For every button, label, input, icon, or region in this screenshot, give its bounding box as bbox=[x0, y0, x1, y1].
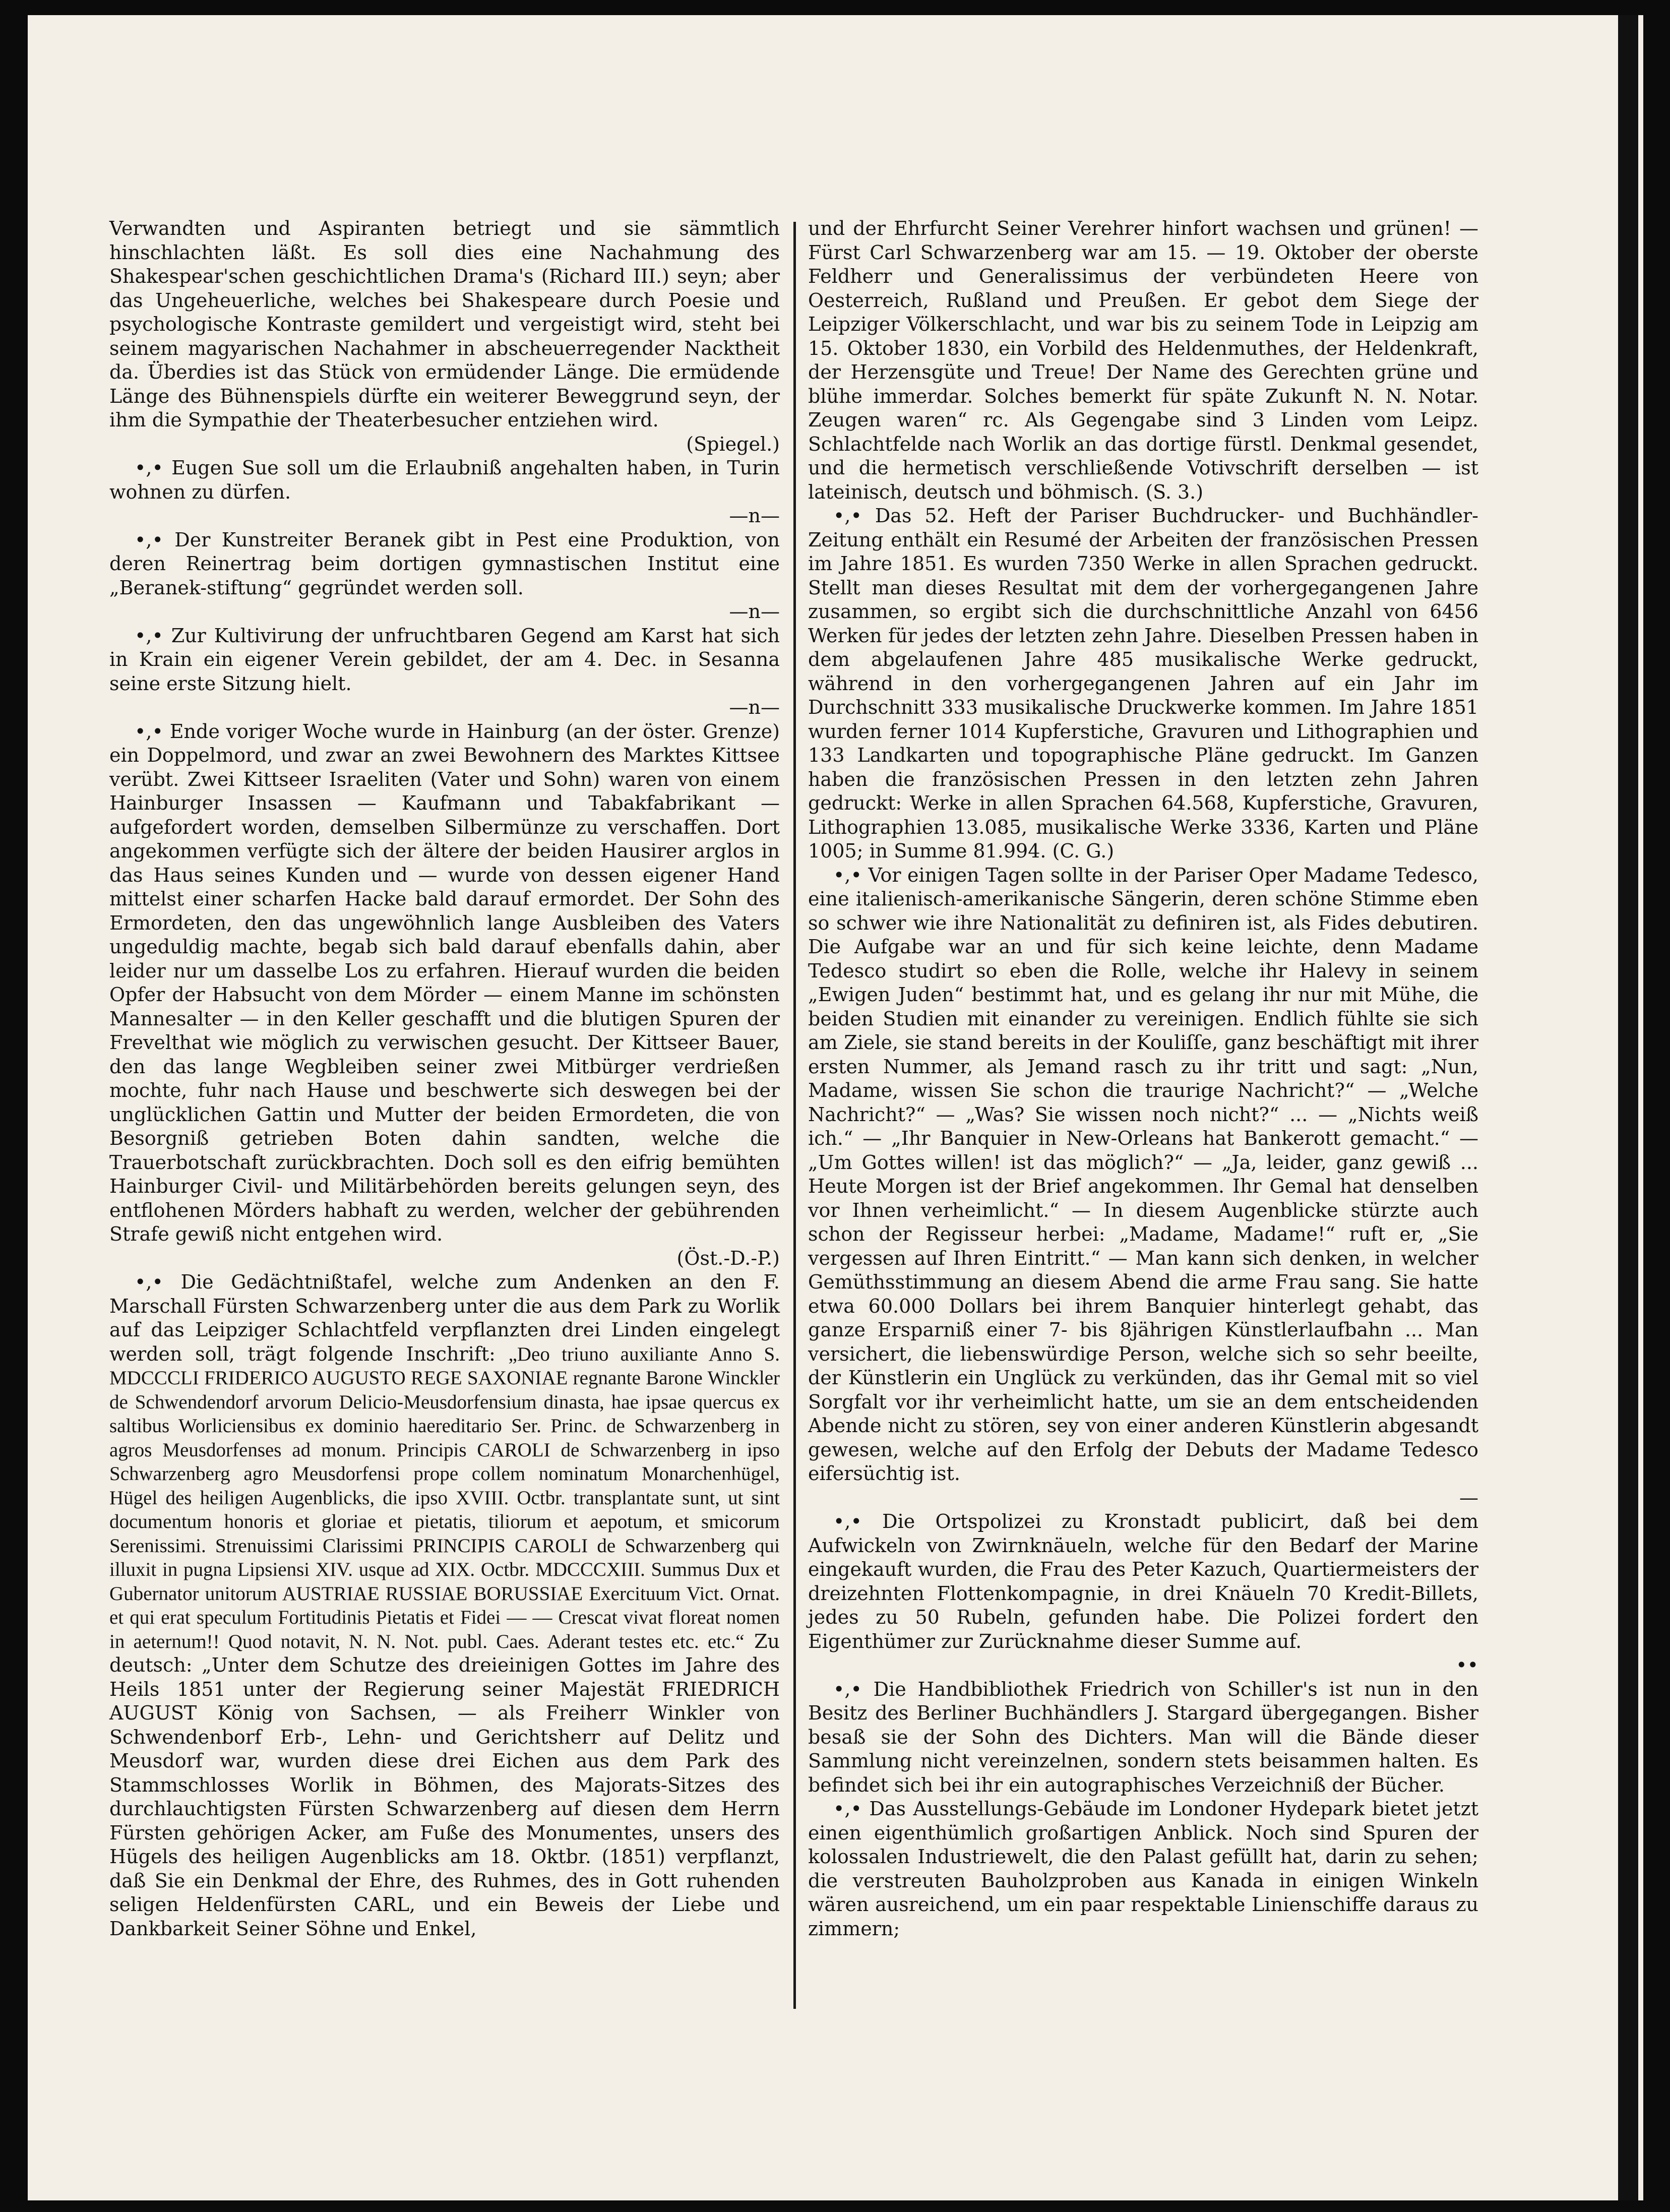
source-note: (S. 3.) bbox=[1145, 480, 1204, 503]
news-item-sue: •,• Eugen Sue soll um die Erlaubniß angehalten haben, in Turin wohnen zu dürfen. —n— bbox=[109, 456, 780, 528]
source-note: (Öst.-D.-P.) bbox=[676, 1247, 780, 1269]
signature: •• bbox=[1456, 1654, 1478, 1676]
news-item-paris-press: •,• Das 52. Heft der Pariser Buchdrucker- und Buchhändler-Zeitung enthält ein Resumé der Arbeiten der französischen Pressen im Jahre 1851. Es wurden 7350 Werke in allen Sprachen gedruckt. Stellt man dieses Resultat mit dem der vorhergegangenen Jahre zusammen, so ergibt sich die durchschnittliche Anzahl von 6456 Werken für jedes der letzten zehn Jahre. Dieselben Pressen haben in dem abgelaufenen Jahre 485 musikalische Werke gedruckt, während in den vorhergegangenen Jahren auf ein Jahr im Durchschnitt 333 musikalische Druckwerke kommen. Im Jahre 1851 wurden ferner 1014 Kupferstiche, Gravuren und Lithographien und 133 Landkarten und topographische Pläne gedruckt. Im Ganzen haben die französischen Pressen in den letzten zehn Jahren gedruckt: Werke in allen Sprachen 64.568, Kupferstiche, Gravuren, Lithographien 13.085, musikalische Werke 3336, Karten und Pläne 1005; in Summe 81.994. (C. G.) bbox=[808, 505, 1478, 862]
item-marker: •,• bbox=[833, 864, 862, 886]
item-marker: •,• bbox=[135, 528, 163, 551]
item-marker: •,• bbox=[135, 1271, 163, 1293]
source-note: (C. G.) bbox=[1052, 840, 1115, 862]
news-item-tedesco: •,• Vor einigen Tagen sollte in der Pariser Oper Madame Tedesco, eine italienisch-amerikanische Sängerin, deren schöne Stimme eben so schwer wie ihre Nationalität zu definiren ist, als Fides debutiren. Die Aufgabe war an und für sich keine leichte, denn Madame Tedesco studirt so eben die Rolle, welche ihr Halevy in seinem „Ewigen Juden“ bestimmt hat, und es gelang ihr nur mit Mühe, die beiden Studien mit einander zu vereinigen. Endlich fühlte sie sich am Ziele, sie stand bereits in der Kouliſſe, ganz beschäftigt mit ihrer ersten Nummer, als Jemand rasch zu ihr tritt und sagt: „Nun, Madame, wissen Sie schon die traurige Nachricht?“ — „Welche Nachricht?“ — „Was? Sie wissen noch nicht?“ ... — „Nichts weiß ich.“ — „Ihr Banquier in New-Orleans hat Bankerott gemacht.“ — „Um Gottes willen! ist das möglich?“ — „Ja, leider, ganz gewiß ... Heute Morgen ist der Brief angekommen. Ihr Gemal hat denselben vor Ihnen verheimlicht.“ — In diesem Augenblicke stürzte auch schon der Regisseur herbei: „Madame, Madame!“ ruft er, „Sie vergessen auf Ihren Eintritt.“ — Man kann sich denken, in welcher Gemüthsstimmung an diesem Abend die arme Frau sang. Sie hatte etwa 60.000 Dollars bei ihrem Banquier hinterlegt gehabt, das ganze Ersparniß einer 7- bis 8jährigen Künstlerlaufbahn ... Man versichert, die liebenswürdige Person, welche sich so sehr beeilte, der Künstlerin ein Unglück zu verkünden, das ihr Gemal mit so viel Sorgfalt vor ihr verheimlicht hatte, um sie an dem entscheidenden Abende nicht zu stören, sey von einer anderen Künstlerin abgesandt gewesen, welche auf den Erfolg der Debuts der Madame Tedesco eifersüchtig ist. — bbox=[808, 864, 1478, 1510]
article-continuation: Verwandten und Aspiranten betriegt und sie sämmtlich hinschlachten läßt. Es soll dies eine Nachahmung des Shakespear'schen geschichtlichen Drama's (Richard III.) seyn; aber das Ungeheuerliche, welches bei Shakespeare durch Poesie und psychologische Kontraste gemildert und vergeistigt wird, steht bei seinem magyarischen Nachahmer in abscheuerregender Nacktheit da. Überdies ist das Stück von ermüdender Länge. Die ermüdende Länge des Bühnenspiels dürfte ein weiterer Beweggrund seyn, der ihm die Sympathie der Theaterbesucher entziehen wird. (Spiegel.) bbox=[109, 217, 780, 456]
item-marker: •,• bbox=[833, 1510, 862, 1532]
right-column bbox=[808, 217, 1478, 1941]
left-column bbox=[109, 217, 780, 1941]
news-item-schiller: •,• Die Handbibliothek Friedrich von Schiller's ist nun in den Besitz des Berliner Buchhändlers J. Stargard übergegangen. Bisher besaß sie der Sohn des Dichters. Man will die Bände dieser Sammlung nicht vereinzelnen, sondern stets beisammen halten. Es befindet sich bei ihr ein autographisches Verzeichniß der Bücher. bbox=[808, 1678, 1478, 1796]
newspaper-page bbox=[28, 15, 1643, 2200]
item-marker: •,• bbox=[135, 720, 163, 743]
memorial-continuation: und der Ehrfurcht Seiner Verehrer hinfort wachsen und grünen! — Fürst Carl Schwarzenberg war am 15. — 19. Oktober der oberste Feldherr und Generalissimus der verbündeten Heere von Oesterreich, Rußland und Preußen. Er gebot dem Siege der Leipziger Völkerschlacht, und war bis zu seinem Tode in Leipzig am 15. Oktober 1830, ein Vorbild des Heldenmuthes, der Heldenkraft, der Herzensgüte und Treue! Der Name des Gerechten grüne und blühe immerdar. Solches bemerkt für späte Zukunft N. N. Notar. Zeugen waren“ rc. Als Gegengabe sind 3 Linden vom Leipz. Schlachtfelde nach Worlik an das dortige fürstl. Denkmal gesendet, und die hermetisch verschließende Votivschrift derselben — ist lateinisch, deutsch und böhmisch. (S. 3.) bbox=[808, 217, 1478, 503]
column-divider bbox=[793, 222, 796, 2009]
news-item-memorial: •,• Die Gedächtnißtafel, welche zum Andenken an den F. Marschall Fürsten Schwarzenberg unter die aus dem Park zu Worlik auf das Leipziger Schlachtfeld verpflanzten drei Linden eingelegt werden soll, trägt folgende Inschrift: „Deo triuno auxiliante Anno S. MDCCCLI FRIDERICO AUGUSTO REGE SAXONIAE regnante Barone Winckler de Schwendendorf arvorum Delicio-Meusdorfensium dinasta, hae ipsae quercus ex saltibus Worliciensibus ex dominio haereditario Ser. Princ. de Schwarzenberg in agros Meusdorfenses ad monum. Principis CAROLI de Schwarzenberg in ipso Schwarzenberg agro Meusdorfensi prope collem nominatum Monarchenhügel, Hügel des heiligen Augenblicks, die ipso XVIII. Octbr. transplantate sunt, ut sint documentum honoris et gloriae et pietatis, tiliorum et aepotum, et smicorum Serenissimi. Strenuissimi Clarissimi PRINCIPIS CAROLI de Schwarzenberg qui illuxit in pugna Lipsiensi XIV. usque ad XIX. Octbr. MDCCCXIII. Summus Dux et Gubernator unitorum AUSTRIAE RUSSIAE BORUSSIAE Exercituum Vict. Ornat. et qui erat speculum Fortitudinis Pietatis et Fidei — — Crescat vivat floreat nomen in aeternum!! Quod notavit, N. N. Not. publ. Caes. Aderant testes etc. etc.“ Zu deutsch: „Unter dem Schutze des dreieinigen Gottes im Jahre des Heils 1851 unter der Regierung seiner Majestät FRIEDRICH AUGUST König von Sachsen, — als Freiherr Winkler von Schwendenborf Erb-, Lehn- und Gerichtsherr auf Delitz und Meusdorf war, wurden diese drei Eichen aus dem Park des Stammschlosses Worlik in Böhmen, des Majorats-Sitzes des durchlauchtigsten Fürsten Schwarzenberg auf diesen dem Herrn Fürsten gehörigen Acker, am Fuße des Monumentes, unsers des Hügels des heiligen Augenblicks am 18. Oktbr. (1851) verpflanzt, daß Sie ein Denkmal der Ehre, des Ruhmes, des in Gott ruhenden seligen Heldenfürsten CARL, und ein Beweis der Liebe und Dankbarkeit Seiner Söhne und Enkel, bbox=[109, 1271, 780, 1940]
signature: — bbox=[1459, 1486, 1478, 1509]
signature: —n— bbox=[729, 696, 780, 718]
news-item-karst: •,• Zur Kultivirung der unfruchtbaren Gegend am Karst hat sich in Krain ein eigener Verein gebildet, der am 4. Dec. in Sesanna seine erste Sitzung hielt. —n— bbox=[109, 624, 780, 720]
item-marker: •,• bbox=[833, 505, 862, 527]
item-marker: •,• bbox=[135, 457, 163, 479]
item-marker: •,• bbox=[833, 1678, 862, 1700]
news-item-hydepark: •,• Das Ausstellungs-Gebäude im Londoner Hydepark bietet jetzt einen eigenthümlich großartigen Anblick. Noch sind Spuren der kolossalen Industriewelt, die den Palast gefüllt hat, darin zu sehen; die verstreuten Bauholzproben aus Kanada in einigen Winkeln wären ausreichend, um ein paar respektable Linienschiffe daraus zu zimmern; bbox=[808, 1798, 1478, 1940]
latin-inscription: „Deo triuno auxiliante Anno S. MDCCCLI FRIDERICO AUGUSTO REGE SAXONIAE regnante Barone Winckler de Schwendendorf arvorum Delicio-Meusdorfensium dinasta, hae ipsae quercus ex saltibus Worliciensibus ex dominio haereditario Ser. Princ. de Schwarzenberg in agros Meusdorfenses ad monum. Principis CAROLI de Schwarzenberg in ipso Schwarzenberg agro Meusdorfensi prope collem nominatum Monarchenhügel, Hügel des heiligen Augenblicks, die ipso XVIII. Octbr. transplantate sunt, ut sint documentum honoris et gloriae et pietatis, tiliorum et aepotum, et smicorum Serenissimi. Strenuissimi Clarissimi PRINCIPIS CAROLI de Schwarzenberg qui illuxit in pugna Lipsiensi XIV. usque ad XIX. Octbr. MDCCCXIII. Summus Dux et Gubernator unitorum AUSTRIAE RUSSIAE BORUSSIAE Exercituum Vict. Ornat. et qui erat speculum Fortitudinis Pietatis et Fidei — — Crescat vivat floreat nomen in aeternum!! Quod notavit, N. N. Not. publ. Caes. Aderant testes etc. etc.“ bbox=[109, 1343, 780, 1652]
signature: —n— bbox=[729, 600, 780, 623]
source-note: (Spiegel.) bbox=[686, 433, 780, 455]
item-marker: •,• bbox=[135, 624, 163, 647]
news-item-hainburg: •,• Ende voriger Woche wurde in Hainburg (an der öster. Grenze) ein Doppelmord, und zwar an zwei Bewohnern des Marktes Kittsee verübt. Zwei Kittseer Israeliten (Vater und Sohn) waren von einem Hainburger Insassen — Kaufmann und Tabakfabrikant — aufgefordert worden, demselben Silbermünze zu verschaffen. Dort angekommen verfügte sich der ältere der beiden Hausirer arglos in das Haus seines Kunden und — wurde von dessen eigener Hand mittelst einer scharfen Hacke bald darauf ermordet. Der Sohn des Ermordeten, den das ungewöhnlich lange Ausbleiben des Vaters ungeduldig machte, begab sich bald darauf ebenfalls dahin, aber leider nur um dasselbe Los zu erfahren. Hierauf wurden die beiden Opfer der Habsucht von dem Mörder — einem Manne im schönsten Mannesalter — in den Keller geschafft und die blutigen Spuren der Frevelthat wie möglich zu verwischen gesucht. Der Kittseer Bauer, den das lange Wegbleiben seiner zwei Mitbürger verdrießen mochte, fuhr nach Hause und beschwerte sich deswegen bei der unglücklichen Gattin und Mutter der beiden Ermordeten, die von Besorgniß getrieben Boten dahin sandten, welche die Trauerbotschaft zurückbrachten. Doch soll es den eifrig bemühten Hainburger Civil- und Militärbehörden bereits gelungen seyn, des entflohenen Mörders habhaft zu werden, welcher der gebührenden Strafe gewiß nicht entgehen wird. (Öst.-D.-P.) bbox=[109, 720, 780, 1271]
page-edge-shadow bbox=[1618, 15, 1638, 2200]
item-marker: •,• bbox=[833, 1798, 862, 1820]
signature: —n— bbox=[729, 505, 780, 527]
news-item-kronstadt: •,• Die Ortspolizei zu Kronstadt publicirt, daß bei dem Aufwickeln von Zwirnknäueln, welche für den Bedarf der Marine eingekauft wurden, die Frau des Peter Kazuch, Quartiermeisters der dreizehnten Flottenkompagnie, in drei Knäueln 70 Kredit-Billets, jedes zu 50 Rubeln, gefunden habe. Die Polizei fordert den Eigenthümer zur Zurücknahme dieser Summe auf. •• bbox=[808, 1510, 1478, 1678]
german-translation: Zu deutsch: „Unter dem Schutze des dreieinigen Gottes im Jahre des Heils 1851 unter der Regierung seiner Majestät FRIEDRICH AUGUST König von Sachsen, — als Freiherr Winkler von Schwendenborf Erb-, Lehn- und Gerichtsherr auf Delitz und Meusdorf war, wurden diese drei Eichen aus dem Park des Stammschlosses Worlik in Böhmen, des Majorats-Sitzes des durchlauchtigsten Fürsten Schwarzenberg auf diesen dem Herrn Fürsten gehörigen Acker, am Fuße des Monumentes, unsers des Hügels des heiligen Augenblicks am 18. Oktbr. (1851) verpflanzt, daß Sie ein Denkmal der Ehre, des Ruhmes, des in Gott ruhenden seligen Heldenfürsten CARL, und ein Beweis der Liebe und Dankbarkeit Seiner Söhne und Enkel, bbox=[109, 1630, 780, 1940]
news-item-beranek: •,• Der Kunstreiter Beranek gibt in Pest eine Produktion, von deren Reinertrag beim dortigen gymnastischen Institut eine „Beranek-stiftung“ gegründet werden soll. —n— bbox=[109, 528, 780, 624]
